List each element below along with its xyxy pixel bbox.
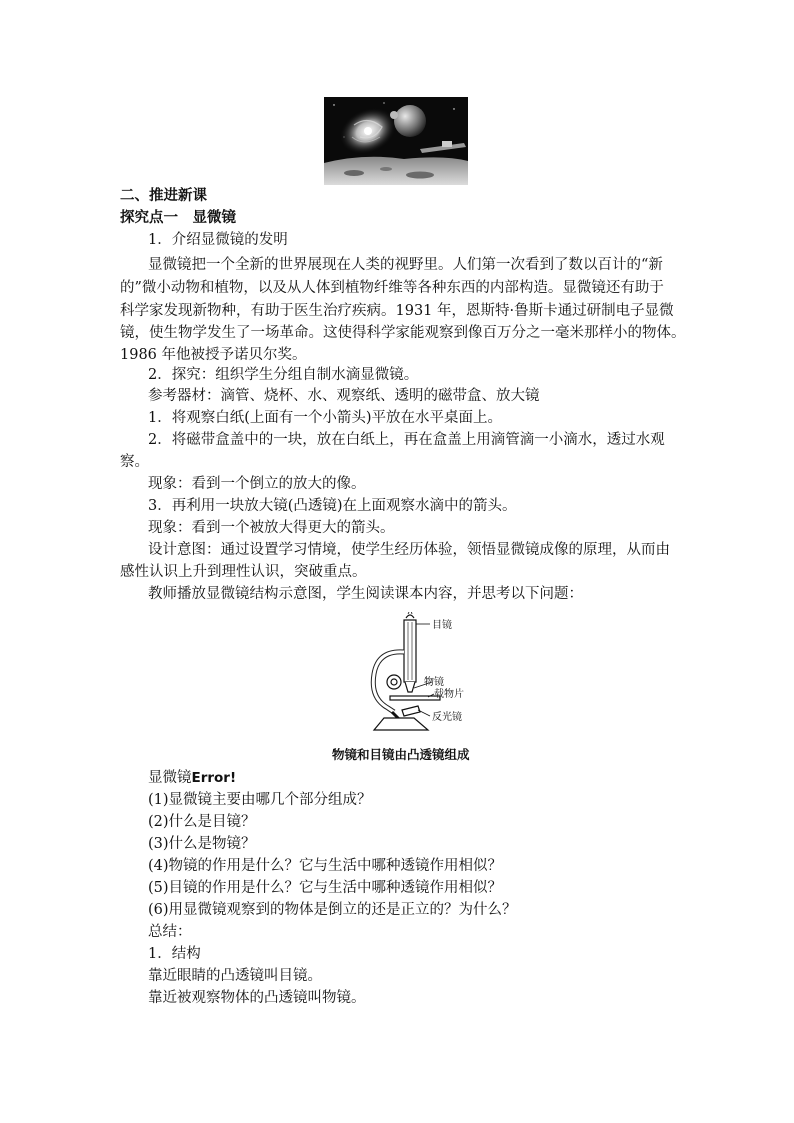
error-text: Error! — [191, 770, 237, 786]
section-heading: 二、推进新课 — [120, 188, 207, 204]
question-item: (1)显微镜主要由哪几个部分组成？ — [148, 792, 372, 808]
paragraph-line: 1986 年他被授予诺贝尔奖。 — [120, 347, 307, 363]
diagram-label-objective: 物镜 — [424, 677, 444, 688]
paragraph-line: 教师播放显微镜结构示意图，学生阅读课本内容，并思考以下问题： — [148, 586, 583, 602]
paragraph-line: 现象：看到一个被放大得更大的箭头。 — [148, 520, 395, 536]
diagram-label-mirror: 反光镜 — [432, 712, 462, 723]
question-item: (4)物镜的作用是什么？它与生活中哪种透镜作用相似？ — [148, 858, 503, 874]
summary-line: 靠近被观察物体的凸透镜叫物镜。 — [148, 990, 366, 1006]
question-item: (6)用显微镜观察到的物体是倒立的还是正立的？为什么？ — [148, 902, 517, 918]
paragraph-line: 设计意图：通过设置学习情境，使学生经历体验，领悟显微镜成像的原理，从而由 — [148, 542, 670, 558]
paragraph-line: 显微镜把一个全新的世界展现在人类的视野里。人们第一次看到了数以百计的“新 — [148, 257, 663, 273]
paragraph-line: 镜，使生物学发生了一场革命。这使得科学家能观察到像百万分之一毫米那样小的物体。 — [120, 325, 686, 341]
question-item: (2)什么是目镜？ — [148, 814, 256, 830]
question-item: (5)目镜的作用是什么？它与生活中哪种透镜作用相似？ — [148, 880, 503, 896]
paragraph-line: 的”微小动物和植物，以及从人体到植物纤维等各种东西的内部构造。显微镜还有助于 — [120, 280, 664, 296]
paragraph-line: 感性认识上升到理性认识，突破重点。 — [120, 564, 367, 580]
space-photo — [324, 97, 468, 185]
summary-item: 1．结构 — [148, 946, 201, 962]
summary-title: 总结： — [148, 924, 192, 940]
paragraph-line: 参考器材：滴管、烧杯、水、观察纸、透明的磁带盒、放大镜 — [148, 388, 540, 404]
paragraph-line: 科学家发现新物种，有助于医生治疗疾病。1931 年，恩斯特·鲁斯卡通过研制电子显微 — [120, 303, 674, 319]
paragraph-line: 现象：看到一个倒立的放大的像。 — [148, 476, 366, 492]
error-line-prefix: 显微镜 — [148, 770, 192, 786]
diagram-label-slide: 载物片 — [434, 689, 464, 700]
paragraph-line: 2．将磁带盒盖中的一块，放在白纸上，再在盒盖上用滴管滴一小滴水，透过水观 — [148, 432, 665, 448]
subsection-heading: 探究点一 显微镜 — [120, 210, 236, 226]
error-line — [148, 768, 708, 788]
diagram-label-eyepiece: 目镜 — [432, 620, 452, 631]
paragraph-line: 3．再利用一块放大镜(凸透镜)在上面观察水滴中的箭头。 — [148, 498, 517, 514]
summary-line: 靠近眼睛的凸透镜叫目镜。 — [148, 968, 322, 984]
question-item: (3)什么是物镜？ — [148, 836, 256, 852]
paragraph-line: 1．介绍显微镜的发明 — [148, 232, 288, 248]
paragraph-line: 2．探究：组织学生分组自制水滴显微镜。 — [148, 367, 419, 383]
diagram-caption: 物镜和目镜由凸透镜组成 — [332, 747, 470, 762]
paragraph-line: 1．将观察白纸(上面有一个小箭头)平放在水平桌面上。 — [148, 410, 503, 426]
paragraph-line: 察。 — [120, 454, 149, 470]
microscope-diagram — [348, 612, 508, 742]
